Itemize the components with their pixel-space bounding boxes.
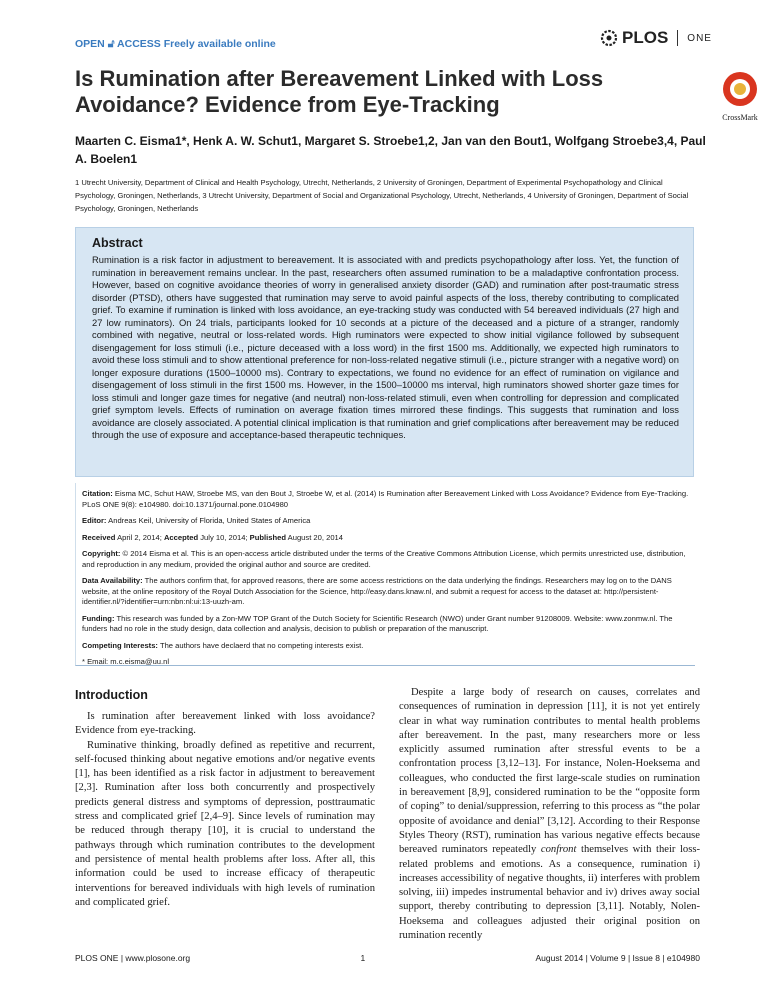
open-access-banner	[75, 38, 276, 51]
lock-icon: 🔓︎	[107, 38, 115, 50]
body-column-left	[75, 710, 375, 910]
competing-interests	[82, 641, 692, 652]
page-number: 1	[360, 953, 366, 963]
dates	[82, 533, 692, 544]
footer-journal: PLOS ONE | www.plosone.org	[75, 953, 191, 963]
abstract-box	[75, 227, 694, 477]
editor-text: Andreas Keil, University of Florida, United States of America	[108, 516, 311, 525]
page-footer	[75, 953, 700, 963]
crossmark-label: CrossMark	[722, 113, 758, 122]
editor-label: Editor:	[82, 516, 107, 525]
access-label: ACCESS	[117, 38, 161, 50]
paragraph-text: themselves with their loss-related problems and emotions. As a consequence, rumination i) increases accessibility of negative thoughts, ii) interferes with problem solving, iii) impedes instrumental behavior and iv) drives away social support, thereby contributing to depression [3,11]. Notably, Nolen-Hoeksema and colleagues adjusted their original position on rumination recently	[399, 844, 700, 942]
paragraph-text: Despite a large body of research on causes, correlates and consequences of rumination in depression [11], it is not yet entirely clear in what way rumination contributes to mental health problems after bereavement. In the past, many researchers more or less explicitly assumed rumination after stressful events to be a confrontation process [3,12–13]. For instance, Nolen-Hoeksema and colleagues, who conducted the first large-scale studies on rumination in bereavement [8,9], considered rumination to be the “opposite form of coping” to denial/suppression, referring to this process as “the polar opposite of avoidance and denial” [3,12]. According to their Response Styles Theory (RST), rumination has various negative effects because bereaved ruminators repeatedly	[399, 687, 700, 856]
citation-label: Citation:	[82, 489, 113, 498]
published-label: Published	[249, 532, 286, 542]
paragraph	[399, 686, 700, 943]
free-online-label: Freely available online	[163, 38, 276, 50]
copyright-text: © 2014 Eisma et al. This is an open-access article distributed under the terms of the Creative Commons Attribution License, which permits unrestricted use, distribution, and reproduction in any medium, provided the original author and source are credited.	[82, 549, 686, 569]
email: * Email: m.c.eisma@uu.nl	[82, 657, 170, 666]
copyright-label: Copyright:	[82, 549, 121, 558]
body-column-right	[399, 686, 700, 943]
abstract-text: Rumination is a risk factor in adjustment to bereavement. It is associated with and predicts psychopathology after loss. Yet, the function of rumination in bereavement remains unclear. In the past, researchers often assumed rumination to be a maladaptive confrontation process. However, based on cognitive avoidance theories of worry in generalised anxiety disorder (GAD) and rumination after post-traumatic stress disorder (PTSD), others have suggested that rumination may serve to avoid painful aspects of the loss, thereby contributing to complicated grief. To examine if rumination is linked with loss avoidance, an eye-tracking study was conducted with 54 bereaved individuals (27 high and 27 low ruminators). On 24 trials, participants looked for 10 seconds at a picture of the deceased and a picture of a stranger, randomly combined with negative, neutral or loss-related words. High ruminators were expected to show initial vigilance followed by subsequent disengagement for loss stimuli (i.e., picture deceased with a loss word) in the first 1500 ms. Additionally, we expected high ruminators to avoid these loss stimuli and to show attentional preference for non-loss-related negative stimuli (i.e., picture stranger with a negative word) on longer exposure durations (1500–10000 ms). Contrary to expectations, we found no evidence for an effect of rumination on vigilance and disengagement of loss stimuli in the first 1500 ms. However, in the 1500–10000 ms interval, high ruminators showed shorter gaze times for loss stimuli and longer gaze times for negative (and neutral) non-loss-related stimuli, even when controlling for depression and complicated grief symptom levels. Effects of rumination on average fixation times mirrored these findings. This suggests that rumination and loss avoidance are closely associated. A potential clinical implication is that rumination and grief complications after bereavement may be reduced through the use of exposure and acceptance-based therapeutic techniques.	[92, 254, 679, 440]
paragraph: Ruminative thinking, broadly defined as repetitive and recurrent, self-focused thinking about negative emotions and/or negative events [1], has been identified as a risk factor in adjustment to bereavement [2,3]. Rumination after loss both concurrently and prospectively predicts general distress and symptoms of depression, posttraumatic stress and complicated grief [2,4–9]. Since levels of rumination may be reduced through therapy [10], it is crucial to understand the pathways through which rumination contributes to the development and persistence of mental health problems after loss. After all, this information could be used to increase efficacy of therapeutic interventions for bereaved individuals with high levels of rumination and complicated grief.	[75, 739, 375, 908]
accepted-date: July 10, 2014;	[200, 532, 248, 542]
plos-logo	[600, 28, 712, 48]
copyright	[82, 549, 692, 570]
availability-text: The authors confirm that, for approved reasons, there are some access restrictions on the data underlying the findings. Researchers may log on to the DANS website, at the online repository of the Royal Dutch Association for the Science, http://easy.dans.knaw.nl, and submit a request for access to the dataset at: http://persistent-identifier.nl/?identifier=urn:nbn:nl:ui:13-uuzh-am.	[82, 576, 672, 606]
paragraph: Is rumination after bereavement linked with loss avoidance? Evidence from eye-tracking.	[75, 711, 375, 737]
published-date: August 20, 2014	[287, 532, 343, 542]
crossmark-badge[interactable]	[715, 70, 765, 122]
competing-label: Competing Interests:	[82, 640, 158, 650]
logo-divider	[677, 30, 678, 46]
affiliations: 1 Utrecht University, Department of Clinical and Health Psychology, Utrecht, Netherlands, 2 University of Groningen, Department of Experimental Psychopathology and Clinical Psychology, Groningen, Netherlands, 3 Utrecht University, Department of Social and Organizational Psychology, Utrecht, Netherlands, 4 University of Groningen, Department of Social Psychology, Groningen, Netherlands	[75, 178, 689, 213]
citation-text: Eisma MC, Schut HAW, Stroebe MS, van den Bout J, Stroebe W, et al. (2014) Is Rumination after Bereavement Linked with Loss Avoidance? Evidence from Eye-Tracking. PLoS ONE 9(8): e104980. doi:10.1371/journal.pone.0104980	[82, 489, 689, 509]
footer-issue: August 2014 | Volume 9 | Issue 8 | e104980	[535, 953, 700, 963]
availability-label: Data Availability:	[82, 576, 143, 585]
received-label: Received	[82, 532, 116, 542]
funding	[82, 614, 692, 635]
funding-label: Funding:	[82, 613, 115, 623]
one-wordmark: ONE	[687, 32, 712, 44]
emphasis-text: confront	[540, 844, 577, 856]
article-metadata	[82, 489, 692, 674]
author-list: Maarten C. Eisma1*, Henk A. W. Schut1, Margaret S. Stroebe1,2, Jan van den Bout1, Wolfgang Stroebe3,4, Paul A. Boelen1	[75, 134, 706, 166]
citation	[82, 489, 692, 510]
competing-text: The authors have declaerd that no competing interests exist.	[159, 640, 364, 650]
open-label: OPEN	[75, 38, 105, 50]
abstract-heading: Abstract	[92, 236, 143, 250]
data-availability	[82, 576, 692, 608]
introduction-heading: Introduction	[75, 688, 148, 702]
plos-gear-icon	[600, 29, 618, 47]
received-date: April 2, 2014;	[117, 532, 162, 542]
crossmark-icon	[721, 70, 759, 108]
funding-text: This research was funded by a Zon-MW TOP Grant of the Dutch Society for Scientific Research (NWO) under Grant number 91208009. Website: www.zonmw.nl. The funders had no role in the study design, data collection and analysis, decision to publish or preparation of the manuscript.	[82, 613, 673, 633]
editor	[82, 516, 692, 527]
plos-wordmark: PLOS	[622, 28, 669, 47]
article-title: Is Rumination after Bereavement Linked with Loss Avoidance? Evidence from Eye-Tracking	[75, 66, 604, 117]
accepted-label: Accepted	[163, 532, 199, 542]
